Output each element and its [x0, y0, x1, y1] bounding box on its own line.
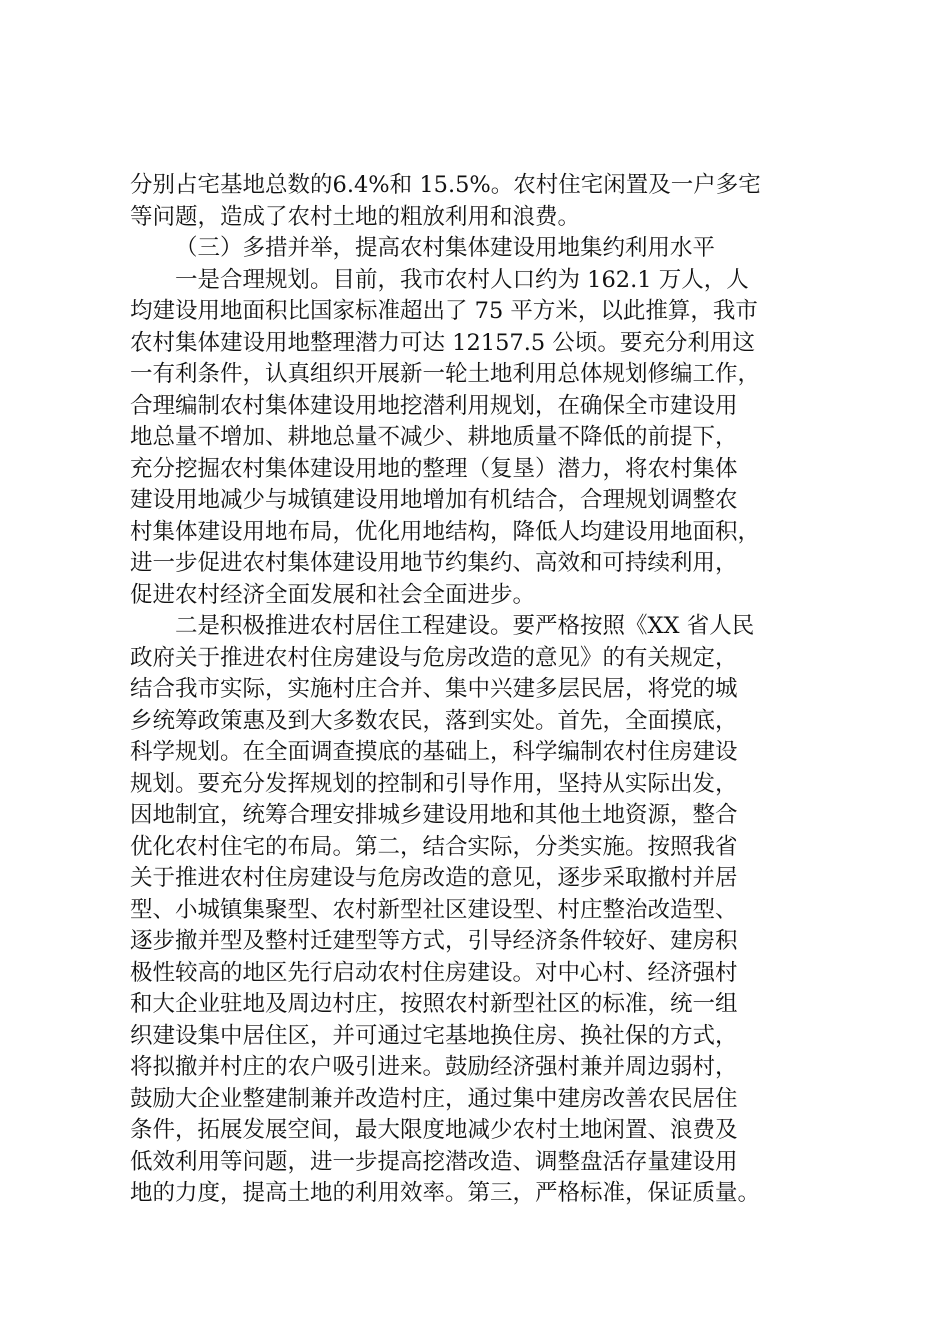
text-line: 规划。要充分发挥规划的控制和引导作用，坚持从实际出发， [130, 770, 738, 797]
text-line: 充分挖掘农村集体建设用地的整理（复垦）潜力，将农村集体 [130, 455, 738, 482]
section-heading: （三）多措并举，提高农村集体建设用地集约利用水平 [175, 235, 716, 261]
text-line: 逐步撤并型及整村迁建型等方式，引导经济条件较好、建房积 [130, 928, 738, 954]
text-line: 合理编制农村集体建设用地挖潜利用规划，在确保全市建设用 [130, 392, 738, 419]
text-line: 织建设集中居住区，并可通过宅基地换住房、换社保的方式， [130, 1022, 738, 1049]
text-line: 进一步促进农村集体建设用地节约集约、高效和可持续利用， [130, 550, 738, 576]
text-line: 分别占宅基地总数的6.4%和 15.5%。农村住宅闲置及一户多宅 [130, 172, 761, 198]
text-line: 鼓励大企业整建制兼并改造村庄，通过集中建房改善农民居住 [130, 1085, 738, 1112]
text-line: 关于推进农村住房建设与危房改造的意见，逐步采取撤村并居 [130, 865, 738, 891]
paragraph-start-line: 一是合理规划。目前，我市农村人口约为 162.1 万人，人 [175, 266, 749, 293]
paragraph-start-line: 二是积极推进农村居住工程建设。要严格按照《XX 省人民 [175, 613, 755, 639]
text-line: 一有利条件，认真组织开展新一轮土地利用总体规划修编工作， [130, 361, 761, 387]
text-line: 条件，拓展发展空间，最大限度地减少农村土地闲置、浪费及 [130, 1117, 738, 1143]
text-line: 型、小城镇集聚型、农村新型社区建设型、村庄整治改造型、 [130, 896, 738, 923]
document-body [130, 170, 850, 1210]
text-line: 极性较高的地区先行启动农村住房建设。对中心村、经济强村 [130, 959, 738, 986]
text-line: 地的力度，提高土地的利用效率。第三，严格标准，保证质量。 [130, 1180, 761, 1206]
text-line: 政府关于推进农村住房建设与危房改造的意见》的有关规定， [130, 644, 738, 671]
text-line: 低效利用等问题，进一步提高挖潜改造、调整盘活存量建设用 [130, 1148, 738, 1175]
text-line: 优化农村住宅的布局。第二，结合实际，分类实施。按照我省 [130, 833, 738, 860]
text-line: 结合我市实际，实施村庄合并、集中兴建多层民居，将党的城 [130, 676, 738, 702]
text-line: 地总量不增加、耕地总量不减少、耕地质量不降低的前提下， [130, 424, 738, 450]
text-line: 促进农村经济全面发展和社会全面进步。 [130, 581, 536, 608]
text-line: 均建设用地面积比国家标准超出了 75 平方米，以此推算，我市 [130, 298, 758, 324]
text-line: 村集体建设用地布局，优化用地结构，降低人均建设用地面积， [130, 518, 761, 545]
text-line: 将拟撤并村庄的农户吸引进来。鼓励经济强村兼并周边弱村， [130, 1054, 738, 1080]
text-line: 和大企业驻地及周边村庄，按照农村新型社区的标准，统一组 [130, 991, 738, 1017]
text-line: 因地制宜，统筹合理安排城乡建设用地和其他土地资源，整合 [130, 802, 738, 828]
text-line: 科学规划。在全面调查摸底的基础上，科学编制农村住房建设 [130, 739, 738, 765]
text-line: 等问题，造成了农村土地的粗放利用和浪费。 [130, 203, 581, 230]
text-line: 建设用地减少与城镇建设用地增加有机结合，合理规划调整农 [130, 487, 738, 513]
text-line: 农村集体建设用地整理潜力可达 12157.5 公顷。要充分利用这 [130, 329, 755, 356]
text-line: 乡统筹政策惠及到大多数农民，落到实处。首先，全面摸底， [130, 707, 738, 734]
